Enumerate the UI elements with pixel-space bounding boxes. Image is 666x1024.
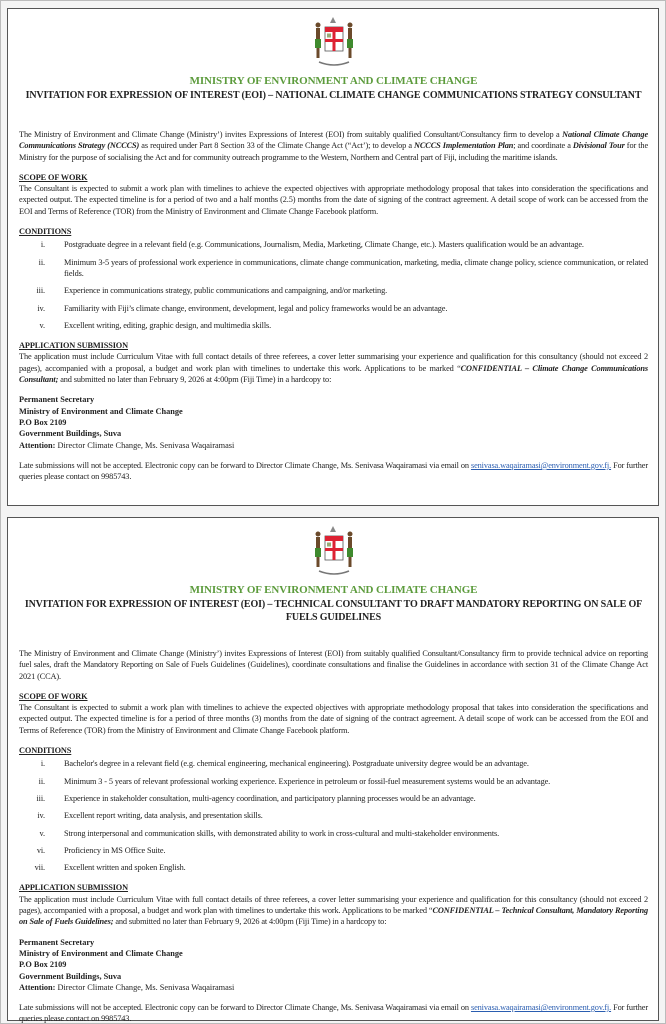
condition-text: Experience in communications strategy, public communications and campaigning, and/or marketing. — [64, 286, 388, 296]
late-submission-note — [19, 1002, 648, 1024]
address-line: P.O Box 2109 — [19, 417, 67, 427]
condition-number: iii. — [36, 286, 45, 296]
attention-name: Director Climate Change, Ms. Senivasa Waqairamasi — [55, 982, 235, 992]
condition-item — [19, 793, 648, 804]
condition-text: Bachelor's degree in a relevant field (e.g. chemical engineering, mechanical engineering). Postgraduate university degree would be an advantage. — [64, 759, 529, 769]
application-heading: APPLICATION SUBMISSION — [19, 341, 129, 351]
condition-number: vi. — [36, 845, 45, 855]
late-submission-note — [19, 460, 648, 483]
condition-item — [19, 776, 648, 787]
address-line: Ministry of Environment and Climate Change — [19, 948, 183, 958]
address-line: Government Buildings, Suva — [19, 429, 122, 439]
scope-text: The Consultant is expected to submit a work plan with timelines to achieve the expected objectives with appropriate methodology proposal that takes into consideration the specifications and expected output. The expected timeline is for a period of two and a half months (2.5) months from the date of signing of the contract agreement. A detail scope of work can be accessed from the EOI and Terms of Reference (TOR) from the Ministry of Environment and Climate Change Facebook platform. — [19, 184, 648, 216]
application-text — [19, 351, 648, 385]
condition-item — [19, 758, 648, 769]
condition-number: i. — [40, 759, 45, 769]
attention-label: Attention: — [19, 982, 56, 992]
intro-text: ; and coordinate a — [513, 141, 573, 151]
condition-text: Postgraduate degree in a relevant field (e.g. Communications, Journalism, Media, Marketing, Climate Change, etc.). Masters qualification would be an advantage. — [64, 240, 584, 250]
condition-text: Strong interpersonal and communication skills, with demonstrated ability to work in cross-cultural and multi-stakeholder environments. — [64, 828, 500, 838]
condition-number: ii. — [38, 257, 45, 267]
condition-item — [19, 285, 648, 296]
postal-address — [19, 937, 648, 993]
attention-line — [19, 440, 648, 451]
condition-number: i. — [40, 240, 45, 250]
address-line: Permanent Secretary — [19, 395, 95, 405]
conditions-list — [19, 758, 648, 873]
fiji-coat-of-arms-logo — [309, 524, 359, 580]
application-text-part: The application must include Curriculum Vitae with full contact details of three referees, a cover letter summarising your experience and qualification for this consultancy (should not exceed 2 pages), accompanied with a proposal, a budget and work plan with timelines to undertake this work. Applications to be marked “ — [19, 894, 648, 916]
application-text-part: and submitted no later than February 9, 2026 at 4:00pm (Fiji Time) in a hardcopy to: — [58, 375, 332, 385]
application-text — [19, 894, 648, 928]
confidential-marking: CONFIDENTIAL – Climate Change Communications Consultant; — [19, 363, 649, 385]
address-line: Government Buildings, Suva — [19, 971, 122, 981]
intro-text: as required under Part 8 Section 33 of the Climate Change Act (“Act’); to develop a — [139, 141, 415, 151]
intro-emphasis: National Climate Change Communications Strategy (NCCCS) — [19, 130, 649, 151]
condition-text: Excellent written and spoken English. — [64, 863, 186, 873]
late-text: Late submissions will not be accepted. Electronic copy can be forward to Director Climate Change, Ms. Senivasa Waqairamasi via email on — [19, 1003, 471, 1013]
email-link[interactable]: senivasa.waqairamasi@environment.gov.fj. — [470, 1003, 612, 1013]
late-text: Late submissions will not be accepted. Electronic copy can be forward to Director Climate Change, Ms. Senivasa Waqairamasi via email on — [19, 460, 471, 470]
queries-text: For further queries please contact on 9985743. — [19, 1003, 649, 1024]
queries-text: For further queries please contact on 9985743. — [19, 460, 649, 482]
condition-number: iv. — [37, 811, 45, 821]
scope-heading: SCOPE OF WORK — [19, 172, 88, 182]
condition-item — [19, 845, 648, 856]
condition-item — [19, 828, 648, 839]
eoi-title: INVITATION FOR EXPRESSION OF INTEREST (EOI) – NATIONAL CLIMATE CHANGE COMMUNICATIONS STRATEGY CONSULTANT — [25, 90, 642, 101]
ministry-name: MINISTRY OF ENVIRONMENT AND CLIMATE CHANGE — [189, 75, 478, 87]
condition-number: iii. — [36, 793, 45, 803]
attention-name: Director Climate Change, Ms. Senivasa Waqairamasi — [55, 440, 235, 450]
intro-paragraph — [19, 648, 648, 682]
attention-label: Attention: — [19, 440, 56, 450]
condition-text: Proficiency in MS Office Suite. — [64, 845, 166, 855]
condition-text: Experience in stakeholder consultation, multi-agency coordination, and participatory planning processes would be an advantage. — [64, 793, 476, 803]
address-line: Permanent Secretary — [19, 937, 95, 947]
attention-line — [19, 982, 648, 993]
eoi-title: INVITATION FOR EXPRESSION OF INTEREST (EOI) – TECHNICAL CONSULTANT TO DRAFT MANDATORY REPORTING ON SALE OF FUELS GUIDELINES — [24, 599, 643, 623]
scope-heading: SCOPE OF WORK — [19, 691, 88, 701]
conditions-heading: CONDITIONS — [19, 746, 72, 756]
notice-nccs-consultant — [7, 8, 659, 506]
scope-text: The Consultant is expected to submit a work plan with timelines to achieve the expected objectives with appropriate methodology proposal that takes into consideration the specifications and expected output. The expected timeline is for a period of three months (3) months from the date of signing of the contract agreement. A detail scope of work can be accessed from the EOI and Terms of Reference (TOR) from the Ministry of Environment and Climate Change Facebook platform. — [19, 703, 648, 735]
condition-number: vii. — [34, 863, 45, 873]
condition-item — [19, 810, 648, 821]
condition-item — [19, 320, 648, 331]
condition-number: v. — [39, 320, 45, 330]
condition-number: v. — [39, 828, 45, 838]
condition-text: Minimum 3-5 years of professional work experience in communications, climate change communication, marketing, media, climate change policy, science communication, or related fields. — [64, 257, 648, 278]
ministry-name: MINISTRY OF ENVIRONMENT AND CLIMATE CHANGE — [189, 584, 478, 596]
conditions-list — [19, 239, 648, 331]
condition-number: iv. — [37, 303, 45, 313]
intro-emphasis: NCCCS Implementation Plan — [414, 141, 514, 151]
fiji-coat-of-arms-logo — [309, 15, 359, 71]
confidential-marking: CONFIDENTIAL – Technical Consultant, Mandatory Reporting on Sale of Fuels Guidelines; — [19, 906, 649, 927]
address-line: Ministry of Environment and Climate Change — [19, 406, 183, 416]
address-line: P.O Box 2109 — [19, 960, 67, 970]
intro-text: The Ministry of Environment and Climate Change (Ministry’) invites Expressions of Interest (EOI) from suitably qualified Consultant/Consultancy firm to provide technical advice on reporting fuel sales, draft the Mandatory Reporting on Sale of Fuels Guidelines (Guidelines), coordinate consultations and finalise the Guidelines in accordance with section 31 of the Climate Change Act 2021 (CCA). — [19, 649, 648, 681]
intro-text: The Ministry of Environment and Climate Change (Ministry’) invites Expressions of Interest (EOI) from suitably qualified Consultant/Consultancy firm to develop a — [19, 130, 563, 139]
condition-text: Excellent writing, editing, graphic design, and multimedia skills. — [64, 320, 272, 330]
intro-emphasis: Divisional Tour — [572, 141, 625, 151]
condition-text: Familiarity with Fiji’s climate change, environment, development, legal and policy frameworks would be an advantage. — [64, 303, 448, 313]
conditions-heading: CONDITIONS — [19, 227, 72, 237]
condition-item — [19, 257, 648, 280]
condition-item — [19, 303, 648, 314]
intro-paragraph — [19, 129, 648, 163]
email-link[interactable]: senivasa.waqairamasi@environment.gov.fj. — [470, 460, 612, 470]
application-heading: APPLICATION SUBMISSION — [19, 883, 129, 893]
condition-text: Excellent report writing, data analysis, and presentation skills. — [64, 811, 263, 821]
condition-number: ii. — [38, 776, 45, 786]
application-text-part: and submitted no later than February 9, 2026 at 4:00pm (Fiji Time) in a hardcopy to: — [113, 917, 387, 927]
condition-item — [19, 239, 648, 250]
notice-fuel-guidelines-consultant — [7, 517, 659, 1024]
condition-text: Minimum 3 - 5 years of relevant professional working experience. Experience in petroleum or fossil-fuel measurement systems would be an advantage. — [64, 776, 551, 786]
postal-address — [19, 394, 648, 450]
application-text-part: The application must include Curriculum Vitae with full contact details of three referees, a cover letter summarising your experience and qualification for this consultancy (should not exceed 2 pages), accompanied with a proposal, a budget and work plan with timelines to undertake this work. Applications to be marked “ — [19, 352, 648, 373]
condition-item — [19, 862, 648, 873]
intro-text: for the Ministry for the purpose of socialising the Act and for community outreach programme to the Western, Northern and Central part of Fiji, including the maritime islands. — [19, 141, 649, 162]
